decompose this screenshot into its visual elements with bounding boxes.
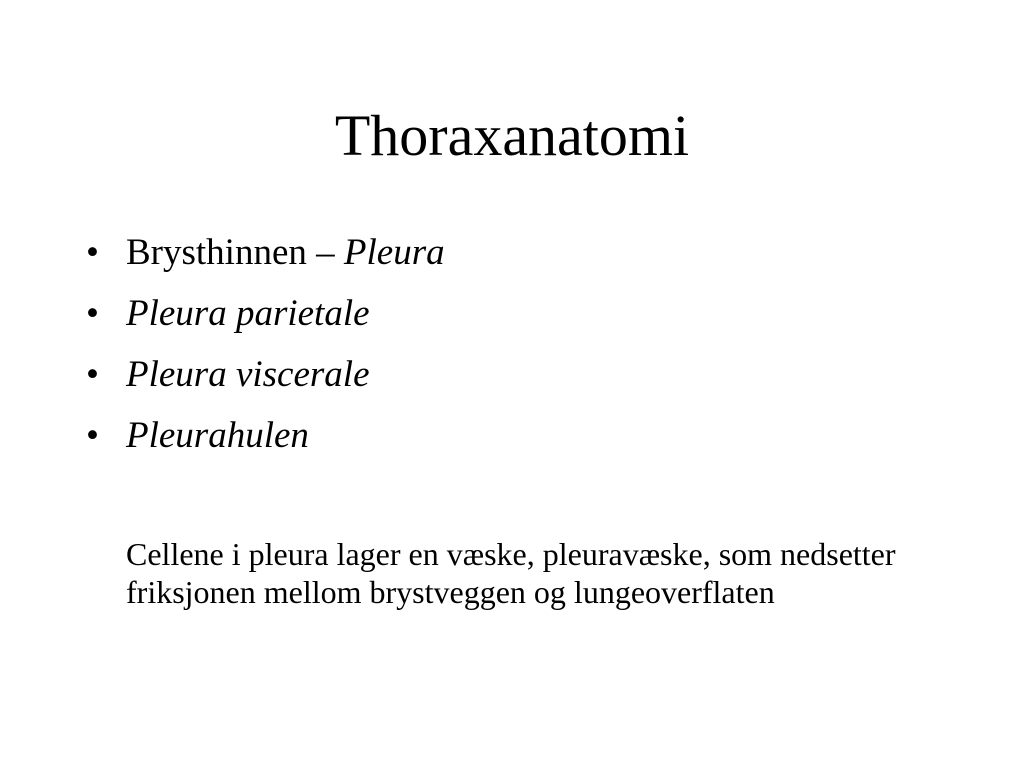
bullet-item-pleurahulen [86, 405, 966, 466]
bullet-item-brysthinnen [86, 222, 966, 283]
bullet-dot: • [86, 293, 99, 334]
bullet-italic-text: Pleura parietale [126, 293, 370, 334]
bullet-italic-text: Pleura viscerale [126, 354, 370, 395]
bullet-dot: • [86, 354, 99, 395]
bullet-item-pleura-parietale [86, 283, 966, 344]
slide-title: Thoraxanatomi [334, 103, 690, 168]
bullet-dot: • [86, 415, 99, 456]
bullet-item-pleura-viscerale [86, 344, 966, 405]
bullet-text: Brysthinnen – [126, 232, 344, 273]
bullet-list [86, 222, 966, 466]
bullet-dot: • [86, 232, 99, 273]
slide-paragraph: Cellene i pleura lager en væske, pleuravæske, som nedsetter friksjonen mellom brystveggen og lungeoverflaten [126, 536, 896, 610]
bullet-italic-text: Pleura [343, 232, 445, 273]
bullet-italic-text: Pleurahulen [126, 415, 309, 456]
